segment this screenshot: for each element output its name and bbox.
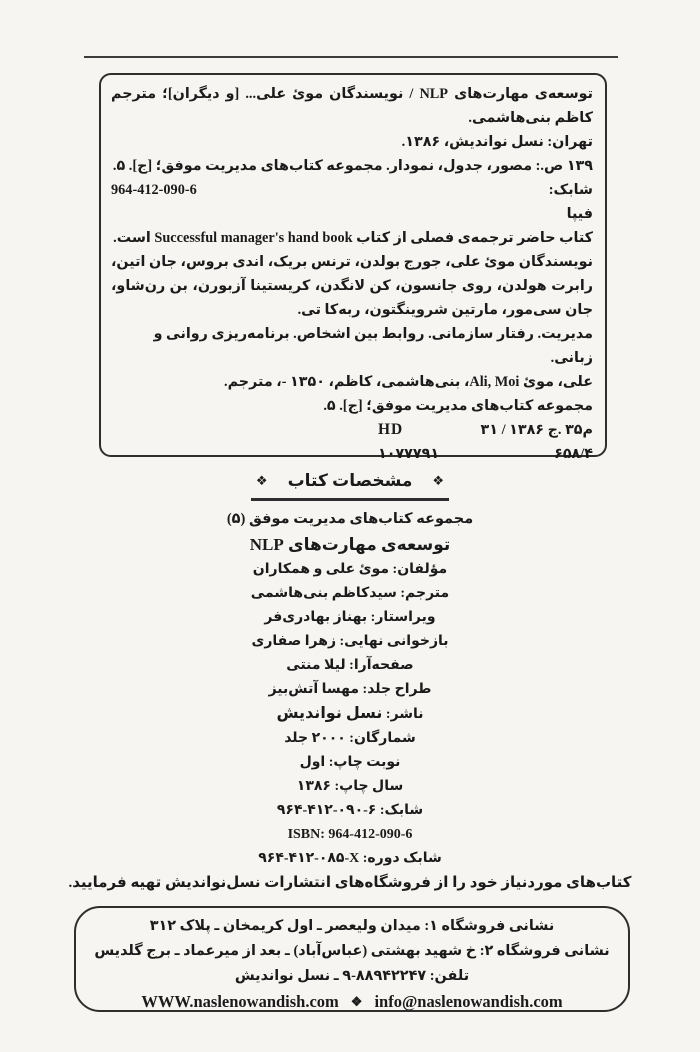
cip-collation-line: ۱۳۹ ص.: مصور، جدول، نمودار. مجموعه کتاب‌های مدیریت موفق؛ [ج]. ۵. xyxy=(112,158,593,174)
spec-item-proofreader xyxy=(0,630,700,654)
book-specs-section xyxy=(0,468,700,896)
spec-item-layout xyxy=(0,654,700,678)
cip-ddc-number: ۶۵۸/۴ xyxy=(554,446,593,462)
spec-label: شمارگان: xyxy=(349,731,416,746)
spec-item-publisher xyxy=(0,702,700,727)
spec-value: زهرا صفاری xyxy=(251,634,337,649)
spec-label: ناشر: xyxy=(385,707,424,722)
purchase-note: کتاب‌های موردنیاز خود را از فروشگاه‌های انتشارات نسل‌نواندیش تهیه فرمایید. xyxy=(68,875,632,891)
series-title: مجموعه کتاب‌های مدیریت موفق (۵) xyxy=(226,511,474,527)
spec-label: مؤلفان: xyxy=(392,562,448,577)
cip-fipa: فیپا xyxy=(566,206,593,222)
cip-ddc-row xyxy=(378,442,593,466)
cip-title-statement: توسعه‌ی مهارت‌های NLP / نویسندگان موئ علی... [و دیگران]؛ مترجم کاظم بنی‌هاشمی. xyxy=(111,86,594,126)
web-contact-row xyxy=(76,989,628,1014)
book-title: توسعه‌ی مهارت‌های NLP xyxy=(249,535,451,554)
spec-item-isbn xyxy=(0,823,700,847)
spec-label: سال چاپ: xyxy=(334,779,404,794)
spec-item-series-shabak xyxy=(0,847,700,871)
spec-label: صفحه‌آرا: xyxy=(349,658,414,673)
cip-lcc-row xyxy=(378,418,593,442)
specs-heading-text: مشخصات کتاب xyxy=(287,471,413,490)
spec-item-editor xyxy=(0,606,700,630)
cip-isbn-value: 964-412-090-6 xyxy=(111,182,197,198)
spec-label: طراح جلد: xyxy=(362,682,432,697)
spec-value: نسل نواندیش xyxy=(276,705,383,722)
diamond-ornament-icon: ❖ xyxy=(432,473,445,488)
specs-heading xyxy=(0,468,700,494)
diamond-ornament-icon: ❖ xyxy=(350,994,363,1009)
spec-item-edition xyxy=(0,751,700,775)
spec-item-print-year xyxy=(0,775,700,799)
spec-value: اول xyxy=(299,755,326,770)
spec-value: ۹۶۴-۴۱۲-۰۹۰-۶ xyxy=(276,803,377,818)
phone-line: تلفن: ۸۸۹۴۲۲۴۷-۹ ـ نسل نواندیش xyxy=(234,968,470,984)
cip-publication-line: تهران: نسل نواندیش، ۱۳۸۶. xyxy=(401,134,593,150)
store-address-2: نشانی فروشگاه ۲: خ شهید بهشتی (عباس‌آباد) ـ بعد از میرعماد ـ برج گلدیس xyxy=(94,943,610,959)
cip-isbn-row xyxy=(111,178,593,202)
diamond-ornament-icon: ❖ xyxy=(255,473,268,488)
publisher-contact-box xyxy=(74,906,630,1012)
spec-label: نوبت چاپ: xyxy=(328,755,401,770)
spec-value: ۲۰۰۰ جلد xyxy=(284,731,346,746)
spec-value: مهسا آتش‌بیز xyxy=(268,682,360,697)
cip-subjects: مدیریت. رفتار سازمانی. روابط بین اشخاص. برنامه‌ریزی روانی و زبانی. xyxy=(153,326,593,366)
email-address: info@naslenowandish.com xyxy=(374,992,563,1011)
cip-authors-note: نویسندگان موئ علی، جورج بولدن، ترنس بریک، اندی بروس، جان اتین، رابرت هولدن، روی جانسون، کن لانگدن، کریستینا آزبورن، بن رن‌شاو، جان سی‌مور، مارتین شروینگتون، ربه‌کا تی. xyxy=(111,254,593,318)
spec-value: سیدکاظم بنی‌هاشمی xyxy=(250,586,397,601)
store-address-1: نشانی فروشگاه ۱: میدان ولیعصر ـ اول کریمخان ـ پلاک ۳۱۲ xyxy=(149,918,555,934)
spec-value: ۱۳۸۶ xyxy=(296,779,331,794)
spec-label: بازخوانی نهایی: xyxy=(339,634,449,649)
spec-item-cover-designer xyxy=(0,678,700,702)
spec-item-authors xyxy=(0,558,700,582)
cip-added-entry: علی، موئ Ali, Moi، بنی‌هاشمی، کاظم، ۱۳۵۰ -، مترجم. xyxy=(224,374,593,390)
spec-value: 964-412-090-6 xyxy=(328,827,413,842)
cip-nbn-number: ۱۰۷۷۷۹۱ xyxy=(378,446,440,462)
website-url: WWW.naslenowandish.com xyxy=(141,992,339,1011)
cip-call-numbers xyxy=(378,418,593,466)
cip-isbn-label: شابک: xyxy=(548,182,593,198)
spec-value: ۹۶۴-۴۱۲-۰۸۵-X xyxy=(258,851,360,866)
cip-lcc-code: HD xyxy=(378,421,404,438)
spec-label: شابک: xyxy=(379,803,424,818)
spec-value: لیلا منتی xyxy=(286,658,346,673)
cip-lcc-number: ۳۱ / م۳۵ .ج ۱۳۸۶ xyxy=(480,422,593,438)
spec-label: ویراستار: xyxy=(370,610,436,625)
spec-label: مترجم: xyxy=(400,586,450,601)
cip-translation-note: کتاب حاضر ترجمه‌ی فصلی از کتاب Successful manager's hand book است. xyxy=(113,230,593,246)
top-rule xyxy=(84,56,618,58)
heading-rule xyxy=(251,498,449,501)
spec-value: بهناز بهادری‌فر xyxy=(264,610,368,625)
spec-item-translator xyxy=(0,582,700,606)
spec-item-print-run xyxy=(0,727,700,751)
cip-box xyxy=(99,73,607,462)
spec-label: ISBN: xyxy=(287,827,325,842)
spec-value: موئ علی و همکاران xyxy=(252,562,390,577)
cip-series: مجموعه کتاب‌های مدیریت موفق؛ [ج]. ۵. xyxy=(323,398,593,414)
spec-item-shabak xyxy=(0,799,700,823)
spec-label: شابک دوره: xyxy=(362,851,442,866)
